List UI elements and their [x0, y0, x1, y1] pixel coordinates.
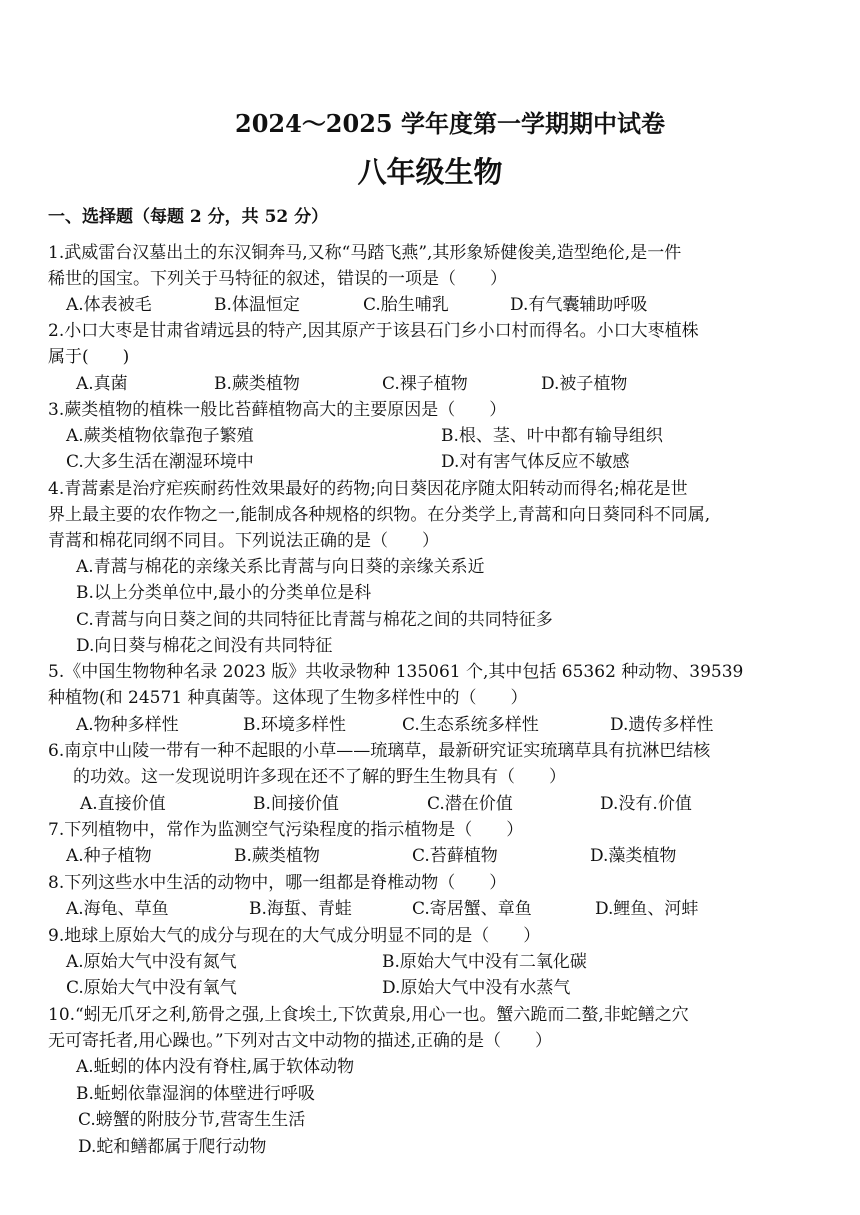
question-8-text: 8.下列这些水中生活的动物中，哪一组都是脊椎动物（ ）	[48, 873, 507, 893]
question-1-option-d: D.有气囊辅助呼吸	[510, 295, 648, 315]
question-2-option-b: B.蕨类植物	[214, 374, 300, 394]
question-4-option-a: A.青蒿与棉花的亲缘关系比青蒿与向日葵的亲缘关系近	[76, 557, 485, 577]
question-7-option-c: C.苔藓植物	[412, 846, 498, 866]
question-9-option-d: D.原始大气中没有水蒸气	[382, 978, 571, 998]
question-1-option-a: A.体表被毛	[66, 295, 152, 315]
question-10-option-c: C.螃蟹的附肢分节,营寄生生活	[78, 1110, 306, 1130]
question-10-option-b: B.蚯蚓依靠湿润的体壁进行呼吸	[76, 1084, 315, 1104]
question-9-option-c: C.原始大气中没有氧气	[66, 978, 237, 998]
question-3-option-d: D.对有害气体反应不敏感	[441, 452, 630, 472]
exam-title: 2024～2025 学年度第一学期期中试卷	[235, 109, 665, 138]
question-1-option-b: B.体温恒定	[214, 295, 300, 315]
question-6-option-c: C.潜在价值	[427, 794, 513, 814]
question-8-option-a: A.海龟、草鱼	[66, 899, 169, 919]
question-6-text: 6.南京中山陵一带有一种不起眼的小草——琉璃草，最新研究证实琉璃草具有抗淋巴结核	[48, 741, 711, 761]
question-6-text: 的功效。这一发现说明许多现在还不了解的野生生物具有（ ）	[73, 767, 566, 787]
question-4-option-d: D.向日葵与棉花之间没有共同特征	[76, 636, 333, 656]
question-10-option-a: A.蚯蚓的体内没有脊柱,属于软体动物	[76, 1057, 355, 1077]
question-4-text: 青蒿和棉花同纲不同目。下列说法正确的是（ ）	[48, 531, 439, 551]
question-3-option-c: C.大多生活在潮湿环境中	[66, 452, 254, 472]
question-8-option-d: D.鲤鱼、河蚌	[595, 899, 699, 919]
question-9-text: 9.地球上原始大气的成分与现在的大气成分明显不同的是（ ）	[48, 926, 541, 946]
question-10-option-d: D.蛇和鳝都属于爬行动物	[78, 1137, 267, 1157]
question-9-option-a: A.原始大气中没有氮气	[66, 952, 237, 972]
question-5-option-c: C.生态系统多样性	[402, 715, 539, 735]
question-10-text: 无可寄托者,用心躁也。”下列对古文中动物的描述,正确的是（ ）	[48, 1031, 552, 1051]
question-1-text: 1.武威雷台汉墓出土的东汉铜奔马,又称“马踏飞燕”,其形象矫健俊美,造型绝伦,是一件	[48, 243, 682, 263]
question-6-option-b: B.间接价值	[253, 794, 339, 814]
question-10-text: 10.“蚓无爪牙之利,筋骨之强,上食埃土,下饮黄泉,用心一也。蟹六跪而二螯,非蛇鳝之穴	[48, 1005, 689, 1025]
question-5-option-b: B.环境多样性	[243, 715, 346, 735]
question-7-option-d: D.藻类植物	[590, 846, 677, 866]
question-4-option-c: C.青蒿与向日葵之间的共同特征比青蒿与棉花之间的共同特征多	[76, 610, 553, 630]
question-3-text: 3.蕨类植物的植株一般比苔藓植物高大的主要原因是（ ）	[48, 400, 507, 420]
question-8-option-b: B.海蜇、青蛙	[249, 899, 352, 919]
question-4-text: 界上最主要的农作物之一,能制成各种规格的织物。在分类学上,青蒿和向日葵同科不同属,	[48, 505, 711, 525]
question-2-option-a: A.真菌	[76, 374, 128, 394]
question-5-text: 种植物(和 24571 种真菌等。这体现了生物多样性中的（ ）	[48, 688, 528, 708]
section-heading: 一、选择题（每题 2 分，共 52 分）	[48, 207, 329, 227]
question-5-option-d: D.遗传多样性	[610, 715, 714, 735]
question-6-option-a: A.直接价值	[80, 794, 166, 814]
question-7-option-a: A.种子植物	[66, 846, 152, 866]
question-6-option-d: D.没有.价值	[600, 794, 692, 814]
question-3-option-b: B.根、茎、叶中都有输导组织	[441, 426, 663, 446]
question-3-option-a: A.蕨类植物依靠孢子繁殖	[66, 426, 254, 446]
question-5-text: 5.《中国生物物种名录 2023 版》共收录物种 135061 个,其中包括 65362 种动物、39539	[48, 662, 744, 682]
question-7-option-b: B.蕨类植物	[234, 846, 320, 866]
question-1-text: 稀世的国宝。下列关于马特征的叙述，错误的一项是（ ）	[48, 269, 507, 289]
question-1-option-c: C.胎生哺乳	[363, 295, 449, 315]
question-9-option-b: B.原始大气中没有二氧化碳	[382, 952, 587, 972]
question-2-text: 属于( )	[48, 347, 130, 367]
question-2-option-c: C.裸子植物	[382, 374, 468, 394]
question-8-option-c: C.寄居蟹、章鱼	[412, 899, 532, 919]
question-7-text: 7.下列植物中，常作为监测空气污染程度的指示植物是（ ）	[48, 820, 524, 840]
question-2-option-d: D.被子植物	[541, 374, 628, 394]
question-5-option-a: A.物种多样性	[76, 715, 179, 735]
question-4-option-b: B.以上分类单位中,最小的分类单位是科	[76, 583, 372, 603]
question-4-text: 4.青蒿素是治疗疟疾耐药性效果最好的药物;向日葵因花序随太阳转动而得名;棉花是世	[48, 479, 688, 499]
exam-subtitle: 八年级生物	[357, 155, 503, 189]
question-2-text: 2.小口大枣是甘肃省靖远县的特产,因其原产于该县石门乡小口村而得名。小口大枣植株	[48, 321, 699, 341]
